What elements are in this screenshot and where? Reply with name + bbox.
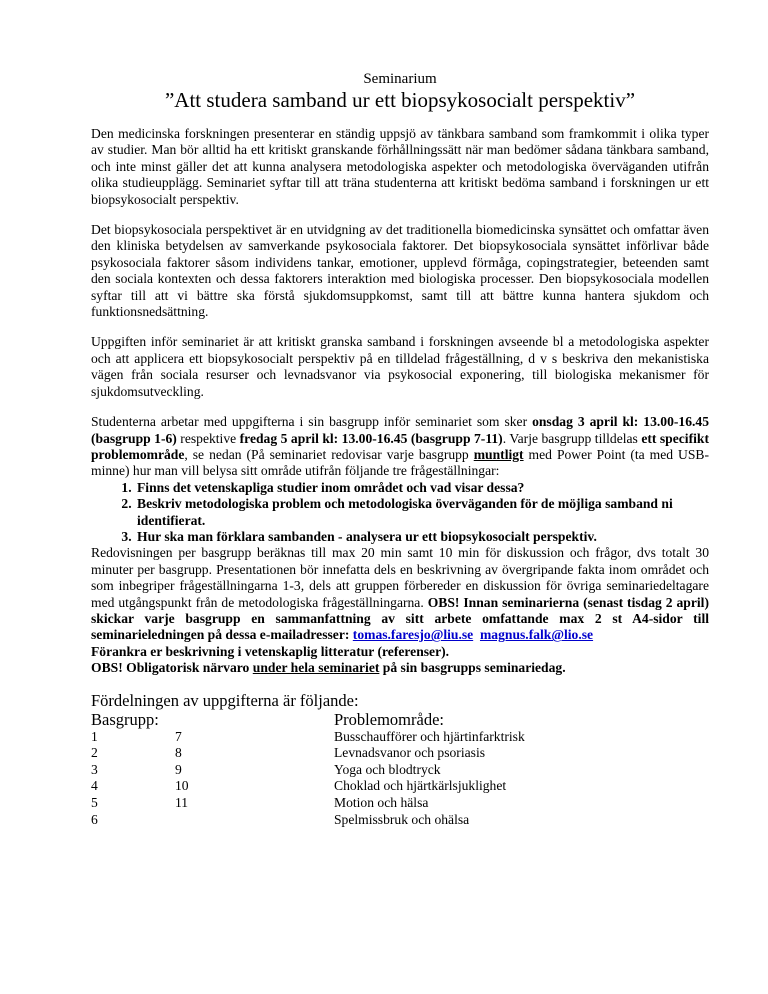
column-basgrupp: Basgrupp:: [91, 709, 159, 729]
email-link-tomas[interactable]: tomas.faresjo@liu.se: [352, 627, 474, 643]
column-problem: Problemområde:: [334, 709, 444, 729]
schedule-text-2: respektive: [176, 430, 240, 446]
group-number: 2: [91, 745, 98, 761]
problem-topic: Levnadsvanor och psoriasis: [334, 745, 486, 761]
schedule-text-5: med Power Point (ta med USB-minne) hur man vill belysa sitt område utifrån följande tre frågeställningar:: [91, 446, 710, 479]
question-item: 3. Hur ska man förklara sambanden - analysera ur ett biopsykosocialt perspektiv.: [135, 529, 709, 545]
group-number: 7: [175, 728, 182, 744]
paragraph-schedule: [91, 414, 709, 480]
problem-topic: Motion och hälsa: [334, 794, 429, 810]
problem-topic: Busschaufförer och hjärtinfarktrisk: [334, 728, 525, 744]
distribution-heading: Fördelningen av uppgifterna är följande:: [91, 690, 359, 710]
paragraph-biopsychosocial: Det biopsykosociala perspektivet är en utvidgning av det traditionella biomedicinska synsättet och omfattar även den kliniska betydelsen av samverkande psykosociala faktorer. Det biopsykosociala synsättet införlivar både psykosociala faktorer såsom individens tankar, emotioner, upplevd förmåga, copingstrategier, beteenden samt den sociala kontexten och dessa faktorers interaktion med biologiska processer. Den biopsykosociala modellen syftar till att vi bättre ska förstå sjukdomsuppkomst, samt till att bättre kunna hantera sjukdom och funktionsnedsättning.: [91, 222, 709, 320]
schedule-text-4: , se nedan (På seminariet redovisar varje basgrupp: [184, 446, 474, 462]
attendance-note-1: OBS! Obligatorisk närvaro: [91, 660, 253, 676]
paragraph-assignment: Uppgiften inför seminariet är att kritiskt granska samband i forskningen avseende bl a metodologiska aspekter och att applicera ett biopsykosocialt perspektiv på en tilldelad frågeställning, d v s beskriva den mekanistiska vägen från sociala resurser och levnadsvanor via psykosocial exponering, till biologiska mekanismer för sjukdomsutveckling.: [91, 334, 709, 399]
attendance-note-underlined: under hela seminariet: [252, 660, 380, 676]
problem-topic: Yoga och blodtryck: [334, 761, 441, 777]
presentation-obs: OBS! Innan seminarierna (senast tisdag 2 april) skickar varje basgrupp en sammanfattning av sitt arbete omfattande max 2 st A4-sidor till seminarieledningen på dessa e-mailadresser:: [91, 594, 709, 643]
group-number: 1: [91, 728, 98, 744]
schedule-oral: muntligt: [473, 446, 524, 462]
schedule-date-2: fredag 5 april kl: 13.00-16.45 (basgrupp 7-11): [239, 430, 503, 446]
schedule-text-3: . Varje basgrupp tilldelas: [502, 430, 642, 446]
presentation-text: Redovisningen per basgrupp beräknas till max 20 min samt 10 min för diskussion och frågor, dvs totalt 30 minuter per basgrupp. Presentationen bör innefatta dels en beskrivning av övergripande fakta inom området och som inbegriper frågeställningarna 1-3, dels att gruppen förbereder en diskussion för övriga seminariedeltagare med utgångspunkt från de metodologiska frågeställningarna.: [91, 545, 709, 610]
references-note: Förankra er beskrivning i vetenskaplig litteratur (referenser).: [91, 643, 450, 659]
paragraph-presentation: [91, 545, 709, 676]
group-number: 8: [175, 745, 182, 761]
attendance-note-2: på sin basgrupps seminariedag.: [379, 660, 566, 676]
group-number: 6: [91, 811, 98, 827]
group-number: 11: [175, 794, 189, 810]
schedule-text-1: Studenterna arbetar med uppgifterna i sin basgrupp inför seminariet som sker: [91, 414, 533, 430]
question-list: [91, 480, 709, 546]
group-number: [175, 812, 334, 829]
group-number: 9: [175, 761, 182, 777]
document-title: ”Att studera samband ur ett biopsykosocialt perspektiv”: [164, 88, 636, 112]
group-number: 4: [91, 778, 98, 794]
paragraph-intro: Den medicinska forskningen presenterar en ständig uppsjö av tänkbara samband som framkommit i olika typer av studier. Man bör alltid ha ett kritiskt granskande förhållningssätt när man bedömer sådana tänkbara samband, och inte minst gäller det att kunna analysera metodologiska aspekter och metodologiska överväganden utifrån olika studieupplägg. Seminariet syftar till att träna studenterna att kritiskt bedöma samband i forskningen ur ett biopsykosocialt perspektiv.: [91, 126, 709, 207]
problem-topic: Choklad och hjärtkärlsjuklighet: [334, 778, 507, 794]
distribution-columns: [91, 710, 709, 729]
document-page: [91, 60, 709, 828]
schedule-problem-area: ett specifikt problemområde: [91, 430, 709, 462]
group-number: 5: [91, 794, 98, 810]
question-item: 2. Beskriv metodologiska problem och metodologiska överväganden för de möjliga samband ni identifierat.: [135, 496, 709, 529]
question-item: 1. Finns det vetenskapliga studier inom området och vad visar dessa?: [135, 480, 709, 496]
distribution-table: [91, 729, 709, 829]
document-kicker: Seminarium: [363, 71, 437, 87]
problem-topic: Spelmissbruk och ohälsa: [334, 811, 470, 827]
group-number: 3: [91, 761, 98, 777]
group-number: 10: [175, 778, 189, 794]
email-link-magnus[interactable]: magnus.falk@lio.se: [479, 627, 594, 643]
schedule-date-1: onsdag 3 april kl: 13.00-16.45 (basgrupp 1-6): [91, 414, 709, 446]
